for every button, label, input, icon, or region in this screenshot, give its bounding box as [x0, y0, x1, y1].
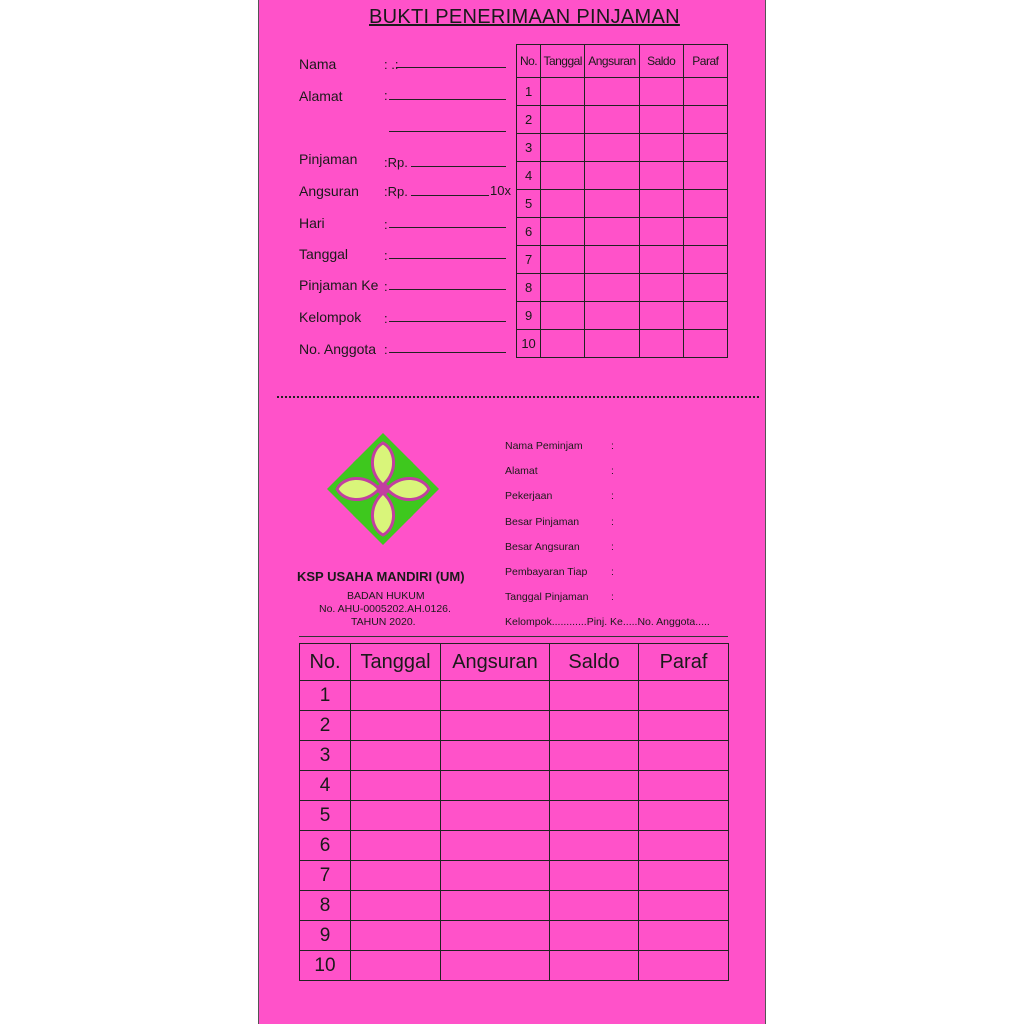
- table-row: [517, 246, 728, 274]
- cell-angsuran[interactable]: [441, 711, 550, 741]
- row-number: 4: [300, 771, 351, 801]
- cell-angsuran[interactable]: [585, 274, 639, 302]
- cell-paraf[interactable]: [639, 951, 729, 981]
- field-kelompok-line[interactable]: [389, 321, 506, 322]
- cell-paraf[interactable]: [683, 190, 727, 218]
- cell-angsuran[interactable]: [441, 831, 550, 861]
- field-nama-colon: : .:: [384, 57, 399, 72]
- cell-saldo[interactable]: [550, 861, 639, 891]
- cell-paraf[interactable]: [639, 861, 729, 891]
- cell-tanggal[interactable]: [541, 246, 585, 274]
- table-row: [517, 106, 728, 134]
- cell-saldo[interactable]: [550, 831, 639, 861]
- field-hari-line[interactable]: [389, 227, 506, 228]
- row-number: 10: [300, 951, 351, 981]
- receipt-title: BUKTI PENERIMAAN PINJAMAN: [369, 6, 680, 28]
- table-header-row: [517, 45, 728, 78]
- cell-saldo[interactable]: [550, 681, 639, 711]
- cell-tanggal[interactable]: [541, 78, 585, 106]
- cell-tanggal[interactable]: [541, 218, 585, 246]
- info-colon: :: [611, 440, 614, 452]
- field-tanggal-line[interactable]: [389, 258, 506, 259]
- header-angsuran: Angsuran: [441, 644, 550, 681]
- cell-paraf[interactable]: [639, 711, 729, 741]
- cell-saldo[interactable]: [550, 801, 639, 831]
- field-pinjaman-ke-label: Pinjaman Ke: [299, 277, 379, 293]
- table-row: [517, 78, 728, 106]
- cell-saldo[interactable]: [639, 246, 683, 274]
- cell-tanggal[interactable]: [351, 741, 441, 771]
- cell-saldo[interactable]: [550, 951, 639, 981]
- cell-saldo[interactable]: [550, 741, 639, 771]
- cell-tanggal[interactable]: [541, 330, 585, 358]
- cell-angsuran[interactable]: [585, 218, 639, 246]
- org-name: KSP USAHA MANDIRI (UM): [297, 569, 465, 584]
- cell-tanggal[interactable]: [351, 951, 441, 981]
- cell-paraf[interactable]: [683, 162, 727, 190]
- info-alamat: Alamat: [505, 465, 538, 477]
- section-separator: [299, 636, 728, 637]
- row-number: 5: [517, 190, 541, 218]
- table-row: [517, 218, 728, 246]
- cell-paraf[interactable]: [639, 921, 729, 951]
- cell-paraf[interactable]: [639, 771, 729, 801]
- field-no-anggota-label: No. Anggota: [299, 341, 377, 357]
- table-row: [517, 302, 728, 330]
- field-angsuran-colon: :Rp.: [384, 184, 408, 199]
- info-footer-line: Kelompok............Pinj. Ke.....No. Anggota.....: [505, 616, 710, 628]
- table-row: [300, 861, 729, 891]
- header-no: No.: [300, 644, 351, 681]
- row-number: 2: [517, 106, 541, 134]
- cell-saldo[interactable]: [639, 78, 683, 106]
- row-number: 7: [517, 246, 541, 274]
- header-angsuran: Angsuran: [585, 45, 639, 78]
- cell-tanggal[interactable]: [541, 274, 585, 302]
- field-hari-colon: :: [384, 217, 388, 232]
- table-row: [300, 741, 729, 771]
- field-pinjaman-colon: :Rp.: [384, 155, 408, 170]
- field-no-anggota-line[interactable]: [389, 352, 506, 353]
- field-kelompok-colon: :: [384, 311, 388, 326]
- table-row: [300, 771, 729, 801]
- field-nama-line[interactable]: [396, 67, 506, 68]
- info-pekerjaan: Pekerjaan: [505, 490, 553, 502]
- header-no: No.: [517, 45, 541, 78]
- cell-angsuran[interactable]: [441, 801, 550, 831]
- field-kelompok-label: Kelompok: [299, 309, 362, 325]
- cell-tanggal[interactable]: [541, 302, 585, 330]
- cell-saldo[interactable]: [639, 162, 683, 190]
- cell-paraf[interactable]: [639, 681, 729, 711]
- cell-angsuran[interactable]: [585, 330, 639, 358]
- cell-saldo[interactable]: [550, 921, 639, 951]
- cell-angsuran[interactable]: [585, 302, 639, 330]
- cell-paraf[interactable]: [683, 246, 727, 274]
- cell-tanggal[interactable]: [541, 190, 585, 218]
- clover-diamond-logo-icon: [325, 430, 441, 548]
- info-besar-pinjaman: Besar Pinjaman: [505, 516, 580, 528]
- cell-angsuran[interactable]: [585, 162, 639, 190]
- field-tanggal-label: Tanggal: [299, 246, 349, 262]
- field-nama-label: Nama: [299, 56, 337, 72]
- cell-paraf[interactable]: [639, 741, 729, 771]
- table-row: [300, 681, 729, 711]
- cell-paraf[interactable]: [639, 801, 729, 831]
- table-row: [517, 134, 728, 162]
- table-row: [300, 891, 729, 921]
- cell-angsuran[interactable]: [441, 861, 550, 891]
- cell-tanggal[interactable]: [351, 711, 441, 741]
- cell-paraf[interactable]: [683, 330, 727, 358]
- loan-receipt-card: [258, 0, 766, 1024]
- cut-line-divider: [277, 396, 759, 398]
- cell-tanggal[interactable]: [351, 681, 441, 711]
- field-angsuran-label: Angsuran: [299, 183, 359, 199]
- cell-tanggal[interactable]: [351, 891, 441, 921]
- header-tanggal: Tanggal: [541, 45, 585, 78]
- header-paraf: Paraf: [639, 644, 729, 681]
- cell-saldo[interactable]: [639, 218, 683, 246]
- field-pinjaman-ke-colon: :: [384, 279, 388, 294]
- receipt-installment-table: [516, 44, 728, 358]
- row-number: 1: [300, 681, 351, 711]
- cell-paraf[interactable]: [683, 134, 727, 162]
- info-colon: :: [611, 541, 614, 553]
- header-saldo: Saldo: [550, 644, 639, 681]
- row-number: 6: [300, 831, 351, 861]
- cell-saldo[interactable]: [550, 771, 639, 801]
- field-angsuran-line[interactable]: [411, 195, 489, 196]
- row-number: 3: [300, 741, 351, 771]
- header-tanggal: Tanggal: [351, 644, 441, 681]
- field-angsuran-suffix: 10x: [490, 183, 511, 198]
- cell-angsuran[interactable]: [585, 78, 639, 106]
- row-number: 9: [517, 302, 541, 330]
- field-alamat-line-2[interactable]: [389, 131, 506, 132]
- cell-angsuran[interactable]: [441, 891, 550, 921]
- table-row: [300, 951, 729, 981]
- cell-tanggal[interactable]: [351, 801, 441, 831]
- cell-tanggal[interactable]: [541, 134, 585, 162]
- table-row: [517, 330, 728, 358]
- cell-tanggal[interactable]: [351, 831, 441, 861]
- table-row: [300, 711, 729, 741]
- cell-tanggal[interactable]: [351, 861, 441, 891]
- row-number: 1: [517, 78, 541, 106]
- cell-paraf[interactable]: [683, 218, 727, 246]
- cell-angsuran[interactable]: [441, 921, 550, 951]
- org-legal-line-2: No. AHU-0005202.AH.0126.: [319, 603, 451, 615]
- table-row: [300, 801, 729, 831]
- field-pinjaman-line[interactable]: [411, 166, 506, 167]
- cell-angsuran[interactable]: [441, 951, 550, 981]
- cell-tanggal[interactable]: [351, 921, 441, 951]
- cell-angsuran[interactable]: [441, 771, 550, 801]
- cell-paraf[interactable]: [639, 831, 729, 861]
- cell-saldo[interactable]: [639, 190, 683, 218]
- field-alamat-line-1[interactable]: [389, 99, 506, 100]
- org-legal-line-3: TAHUN 2020.: [351, 616, 416, 628]
- cell-angsuran[interactable]: [585, 246, 639, 274]
- cell-tanggal[interactable]: [351, 771, 441, 801]
- field-pinjaman-ke-line[interactable]: [389, 289, 506, 290]
- row-number: 3: [517, 134, 541, 162]
- row-number: 9: [300, 921, 351, 951]
- cell-saldo[interactable]: [639, 134, 683, 162]
- row-number: 6: [517, 218, 541, 246]
- row-number: 5: [300, 801, 351, 831]
- cell-saldo[interactable]: [639, 274, 683, 302]
- row-number: 10: [517, 330, 541, 358]
- row-number: 4: [517, 162, 541, 190]
- row-number: 7: [300, 861, 351, 891]
- info-tanggal-pinjaman: Tanggal Pinjaman: [505, 591, 589, 603]
- cell-paraf[interactable]: [683, 274, 727, 302]
- row-number: 8: [517, 274, 541, 302]
- card-installment-table: [299, 643, 729, 981]
- cell-saldo[interactable]: [550, 891, 639, 921]
- cell-paraf[interactable]: [639, 891, 729, 921]
- cell-angsuran[interactable]: [441, 741, 550, 771]
- cell-tanggal[interactable]: [541, 162, 585, 190]
- row-number: 8: [300, 891, 351, 921]
- info-nama-peminjam: Nama Peminjam: [505, 440, 583, 452]
- org-legal-line-1: BADAN HUKUM: [347, 590, 425, 602]
- field-hari-label: Hari: [299, 215, 325, 231]
- cell-angsuran[interactable]: [585, 190, 639, 218]
- field-tanggal-colon: :: [384, 248, 388, 263]
- info-colon: :: [611, 591, 614, 603]
- cell-paraf[interactable]: [683, 78, 727, 106]
- info-colon: :: [611, 490, 614, 502]
- table-row: [517, 162, 728, 190]
- table-row: [300, 831, 729, 861]
- cell-paraf[interactable]: [683, 302, 727, 330]
- cell-saldo[interactable]: [639, 106, 683, 134]
- header-paraf: Paraf: [683, 45, 727, 78]
- cell-angsuran[interactable]: [585, 134, 639, 162]
- header-saldo: Saldo: [639, 45, 683, 78]
- row-number: 2: [300, 711, 351, 741]
- cell-saldo[interactable]: [639, 330, 683, 358]
- field-alamat-colon: :: [384, 88, 388, 103]
- field-no-anggota-colon: :: [384, 342, 388, 357]
- field-alamat-label: Alamat: [299, 88, 343, 104]
- cell-angsuran[interactable]: [441, 681, 550, 711]
- table-header-row: [300, 644, 729, 681]
- cell-tanggal[interactable]: [541, 106, 585, 134]
- cell-paraf[interactable]: [683, 106, 727, 134]
- info-colon: :: [611, 566, 614, 578]
- cell-saldo[interactable]: [639, 302, 683, 330]
- cell-angsuran[interactable]: [585, 106, 639, 134]
- info-pembayaran-tiap: Pembayaran Tiap: [505, 566, 588, 578]
- info-besar-angsuran: Besar Angsuran: [505, 541, 580, 553]
- info-colon: :: [611, 516, 614, 528]
- field-pinjaman-label: Pinjaman: [299, 151, 358, 167]
- cell-saldo[interactable]: [550, 711, 639, 741]
- table-row: [517, 190, 728, 218]
- info-colon: :: [611, 465, 614, 477]
- table-row: [300, 921, 729, 951]
- table-row: [517, 274, 728, 302]
